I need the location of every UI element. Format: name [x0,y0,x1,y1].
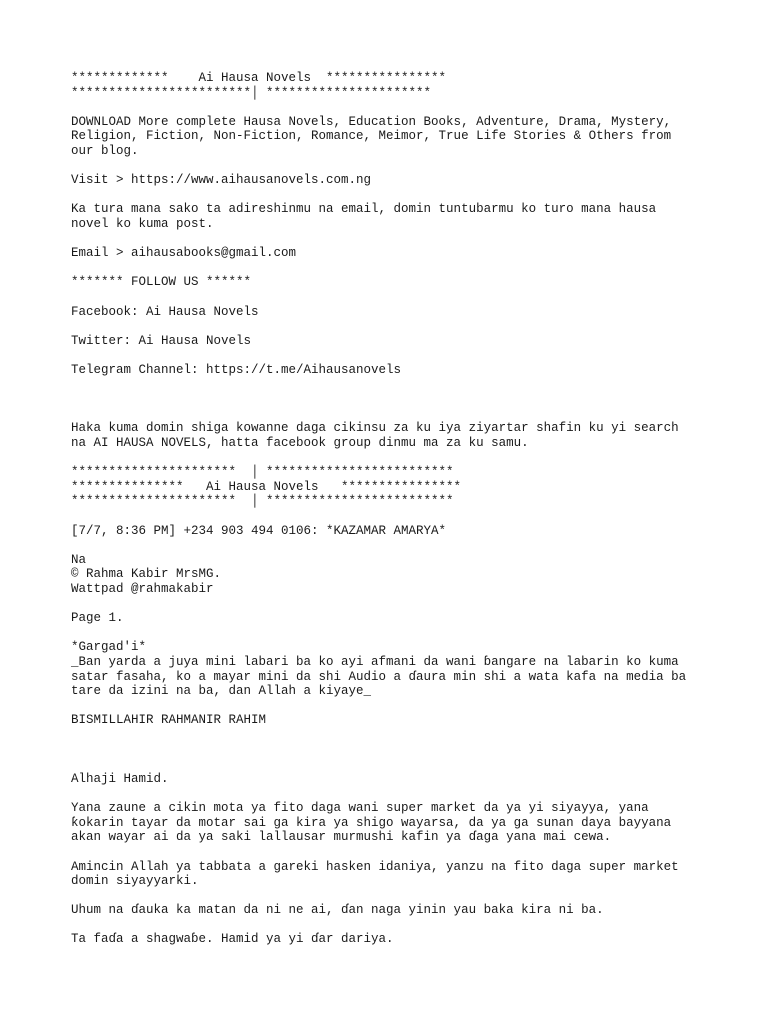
follow-us-heading: ******* FOLLOW US ****** [71,275,252,290]
search-line: na AI HAUSA NOVELS, hatta facebook group dinmu ma za ku samu. [71,436,529,451]
author-line: Na [71,552,87,567]
subscribe-paragraph [71,202,711,231]
story-paragraph-1 [71,801,711,845]
facebook-text: Facebook: Ai Hausa Novels [71,304,259,319]
banner-line: *************** Ai Hausa Novels **************** [71,479,462,494]
telegram-text: Telegram Channel: https://t.me/Aihausanovels [71,362,402,377]
author-block [71,553,711,597]
document-page [71,71,711,947]
subscribe-line: novel ko kuma post. [71,216,214,231]
warning-line: satar fasaha, ko a mayar mini da shi Audio a ɗaura min shi a wata kafa na media ba [71,669,687,684]
story-line: Yana zaune a cikin mota ya fito daga wani super market da ya yi siyayya, yana [71,801,649,816]
story-line: Amincin Allah ya tabbata a gareki hasken idaniya, yanzu na fito daga super market [71,859,679,874]
chapter-name: Alhaji Hamid. [71,771,169,786]
header-line-2: ************************│ ********************** [71,85,432,100]
warning-block [71,640,711,698]
banner [71,465,711,509]
message-header: [7/7, 8:36 PM] +234 903 494 0106: *KAZAMAR AMARYA* [71,523,447,538]
email-text: Email > aihausabooks@gmail.com [71,246,297,261]
search-paragraph [71,421,711,450]
header-line-1: ************* Ai Hausa Novels **************** [71,71,447,85]
banner-line: ********************** │ ************************* [71,494,454,509]
download-line: our blog. [71,143,139,158]
bismillah-text: BISMILLAHIR RAHMANIR RAHIM [71,713,267,728]
author-line: Wattpad @rahmakabir [71,582,214,596]
story-paragraph-2 [71,860,711,889]
story-line: domin siyayyarki. [71,874,199,889]
page-number: Page 1. [71,611,124,626]
story-line: akan wayar ai da ya saki lallausar murmushi kafin ya ɗaga yana mai cewa. [71,830,612,845]
banner-line: ********************** │ ************************* [71,465,454,480]
search-line: Haka kuma domin shiga kowanne daga cikinsu za ku iya ziyartar shafin ku yi search [71,421,679,436]
story-line: ƙokarin tayar da motar sai ga kira ya shigo wayarsa, da ya ga sunan daya bayyana [71,815,672,830]
warning-line: _Ban yarda a juya mini labari ba ko ayi afmani da wani ɓangare na labarin ko kuma [71,654,679,669]
warning-line: *Gargad'i* [71,640,147,655]
subscribe-line: Ka tura mana sako ta adireshinmu na email, domin tuntubarmu ko turo mana hausa [71,202,657,217]
download-paragraph [71,115,711,159]
story-paragraph-3: Uhum na ɗauka ka matan da ni ne ai, ɗan naga yinin yau baka kira ni ba. [71,903,604,918]
download-line: Religion, Fiction, Non-Fiction, Romance, Meimor, True Life Stories & Others from [71,129,672,144]
story-paragraph-4: Ta faɗa a shagwaɓe. Hamid ya yi ɗar dariya. [71,932,394,947]
visit-link-text: Visit > https://www.aihausanovels.com.ng [71,173,372,188]
author-line: © Rahma Kabir MrsMG. [71,567,222,582]
warning-line: tare da izini na ba, dan Allah a kiyaye_ [71,684,372,699]
twitter-text: Twitter: Ai Hausa Novels [71,333,252,348]
download-line: DOWNLOAD More complete Hausa Novels, Education Books, Adventure, Drama, Mystery, [71,114,672,129]
